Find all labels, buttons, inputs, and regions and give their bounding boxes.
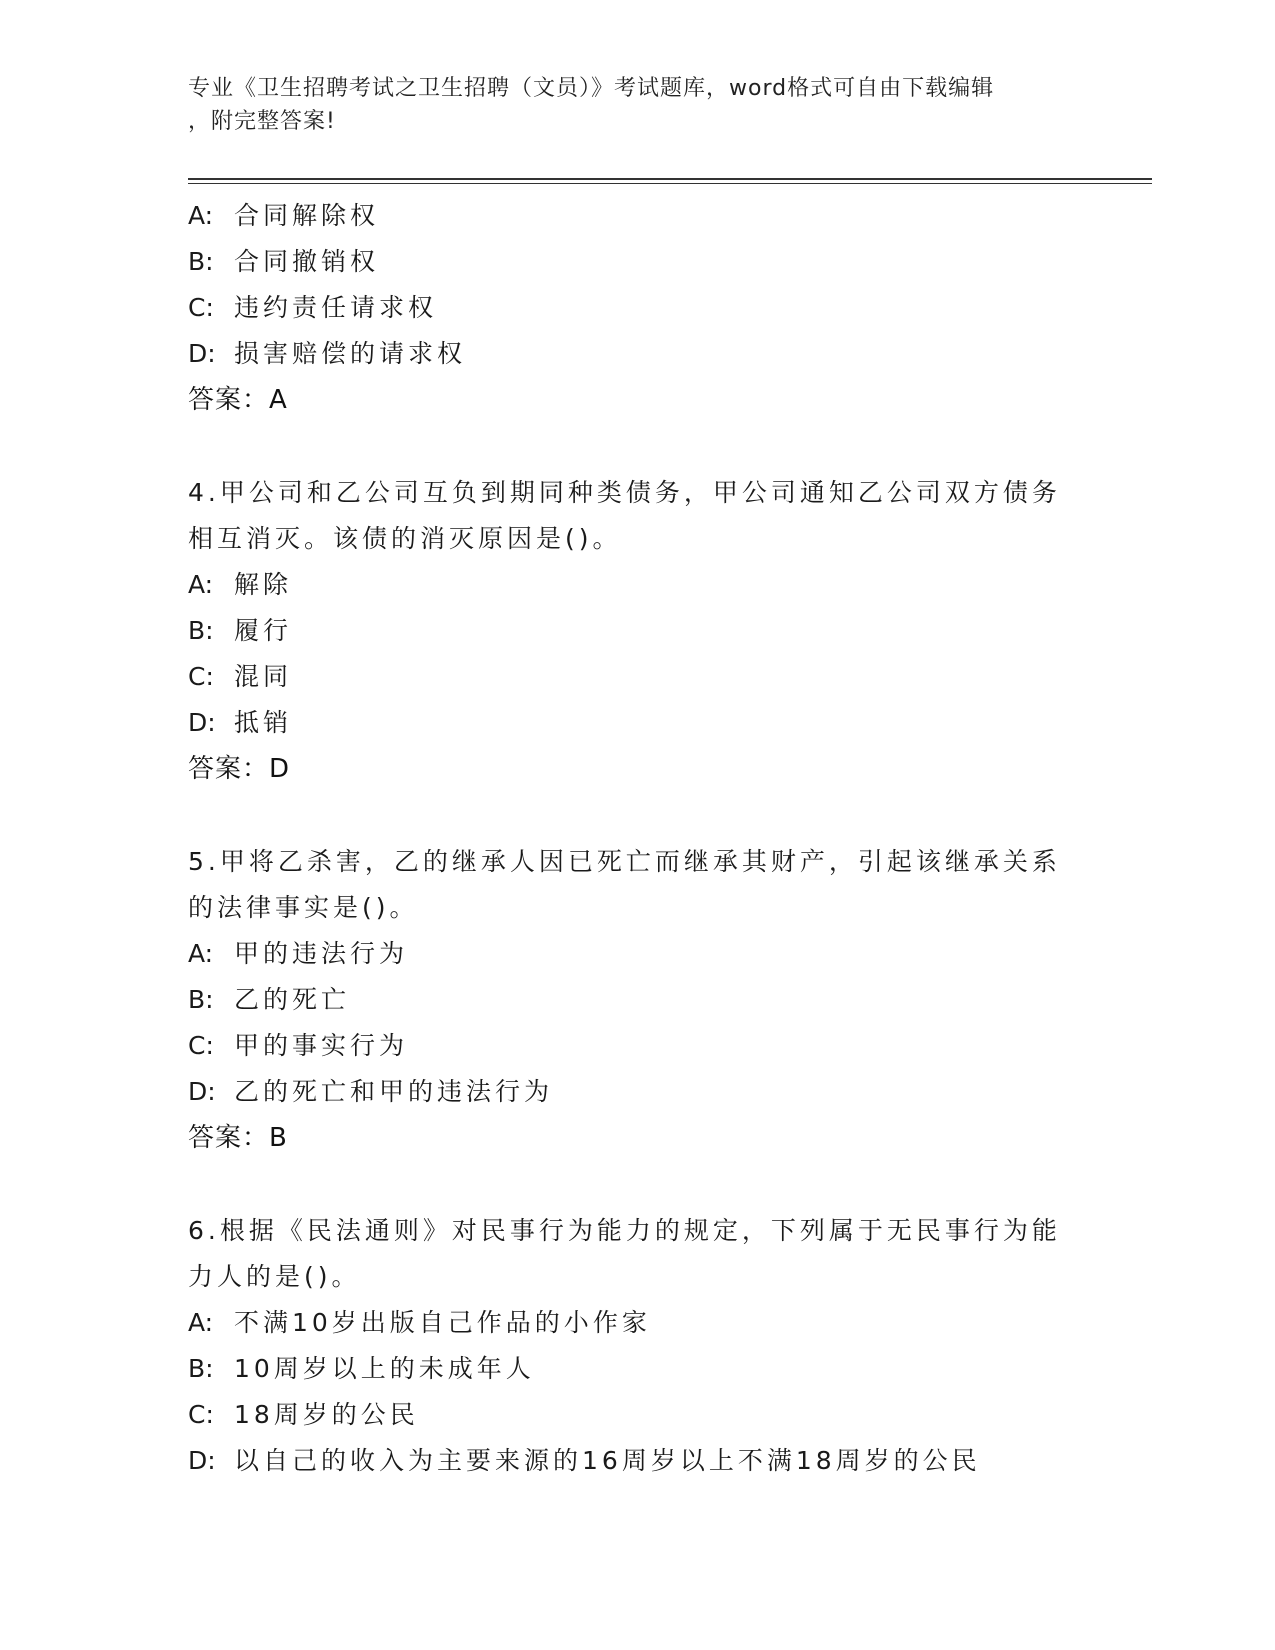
question-3-continued	[188, 193, 1088, 423]
option-a: A: 不满10岁出版自己作品的小作家	[188, 1308, 651, 1337]
option-d: D: 乙的死亡和甲的违法行为	[188, 1077, 554, 1106]
option-c: C: 甲的事实行为	[188, 1031, 409, 1060]
option-d: D: 损害赔偿的请求权	[188, 339, 467, 368]
question-stem: 6.根据《民法通则》对民事行为能力的规定，下列属于无民事行为能	[188, 1216, 1061, 1245]
answer-line: 答案：A	[188, 385, 288, 415]
answer-line: 答案：B	[188, 1123, 288, 1153]
question-6	[188, 1208, 1088, 1484]
option-a: A: 合同解除权	[188, 201, 380, 230]
answer-line: 答案：D	[188, 754, 291, 784]
option-c: C: 18周岁的公民	[188, 1400, 419, 1429]
option-a: A: 甲的违法行为	[188, 939, 409, 968]
option-d: D: 抵销	[188, 708, 293, 737]
option-b: B: 乙的死亡	[188, 985, 351, 1014]
header-rule-thick	[188, 178, 1152, 180]
option-b: B: 10周岁以上的未成年人	[188, 1354, 535, 1383]
option-a: A: 解除	[188, 570, 293, 599]
question-stem: 相互消灭。该债的消灭原因是()。	[188, 524, 622, 553]
header-line-2: ，附完整答案!	[188, 109, 336, 134]
question-stem: 力人的是()。	[188, 1262, 361, 1291]
option-b: B: 履行	[188, 616, 293, 645]
question-5	[188, 839, 1088, 1161]
option-d: D: 以自己的收入为主要来源的16周岁以上不满18周岁的公民	[188, 1446, 981, 1475]
option-c: C: 混同	[188, 662, 293, 691]
question-4	[188, 470, 1088, 792]
document-header	[188, 72, 1068, 138]
question-stem: 4.甲公司和乙公司互负到期同种类债务，甲公司通知乙公司双方债务	[188, 478, 1061, 507]
option-b: B: 合同撤销权	[188, 247, 380, 276]
header-rule-thin	[188, 183, 1152, 184]
header-line-1: 专业《卫生招聘考试之卫生招聘（文员）》考试题库，word格式可自由下载编辑	[188, 76, 995, 101]
question-stem: 5.甲将乙杀害，乙的继承人因已死亡而继承其财产，引起该继承关系	[188, 847, 1061, 876]
document-body	[188, 193, 1088, 1484]
question-stem: 的法律事实是()。	[188, 893, 419, 922]
option-c: C: 违约责任请求权	[188, 293, 438, 322]
